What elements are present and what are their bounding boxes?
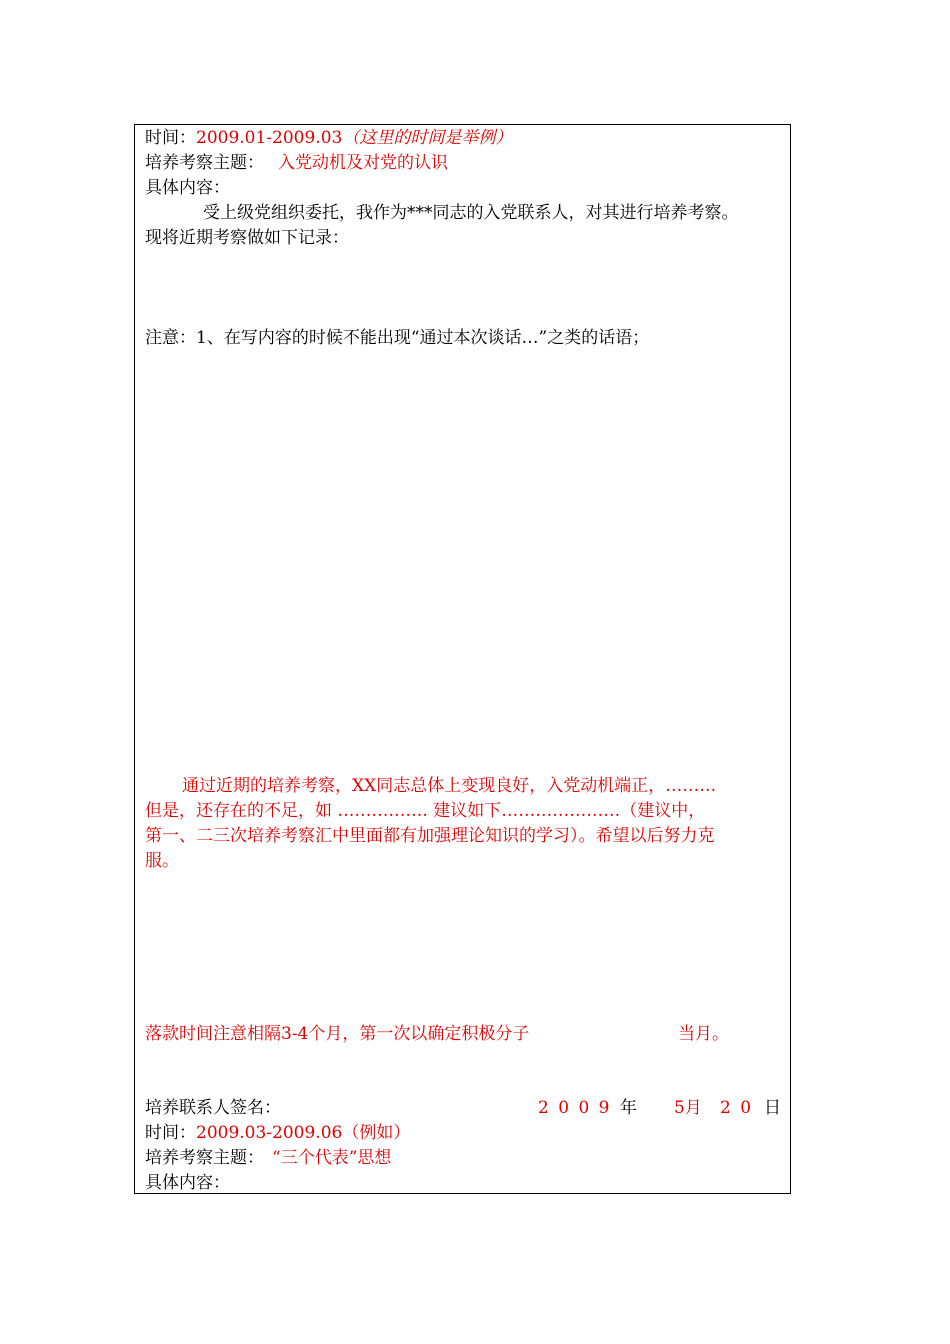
time-value-2: 2009.03-2009.06（例如）	[196, 1123, 411, 1143]
content-label-2: 具体内容：	[145, 1173, 230, 1193]
writing-note: 注意：1、在写内容的时候不能出现“通过本次谈话…”之类的话语；	[145, 328, 650, 348]
theme-value: 入党动机及对党的认识	[278, 153, 448, 173]
example-para-line-2: 但是，还存在的不足，如 ……………. 建议如下…………………（建议中，	[145, 801, 706, 821]
content-label: 具体内容：	[145, 178, 230, 198]
date-note-b: 当月。	[678, 1024, 729, 1044]
signature-day-unit: 日	[764, 1098, 781, 1118]
time-label-2: 时间：	[145, 1123, 196, 1143]
body-line-1: 受上级党组织委托，我作为***同志的入党联系人，对其进行培养考察。	[203, 203, 739, 223]
signature-label: 培养联系人签名：	[145, 1098, 281, 1118]
time-row-2	[145, 1121, 410, 1145]
time-value: 2009.01-2009.03	[196, 128, 343, 148]
theme-label: 培养考察主题：	[145, 153, 264, 173]
time-row	[145, 126, 512, 150]
signature-month: 5月	[674, 1098, 702, 1118]
time-label: 时间：	[145, 128, 196, 148]
body-line-2: 现将近期考察做如下记录：	[145, 228, 349, 248]
date-note-a: 落款时间注意相隔3-4个月，第一次以确定积极分子	[145, 1024, 530, 1044]
theme-row	[145, 151, 264, 175]
example-para-line-1: 通过近期的培养考察，XX同志总体上变现良好，入党动机端正，………	[182, 776, 717, 796]
signature-year: 2 0 0 9	[538, 1098, 612, 1118]
example-para-line-3: 第一、二三次培养考察汇中里面都有加强理论知识的学习）。希望以后努力克	[145, 826, 715, 846]
theme-label-2: 培养考察主题：	[145, 1148, 264, 1168]
time-note: （这里的时间是举例）	[342, 128, 513, 148]
signature-day: 2 0	[720, 1098, 754, 1118]
theme-value-2: “三个代表”思想	[272, 1148, 392, 1168]
example-para-line-4: 服。	[145, 851, 179, 871]
signature-year-unit: 年	[620, 1098, 637, 1118]
